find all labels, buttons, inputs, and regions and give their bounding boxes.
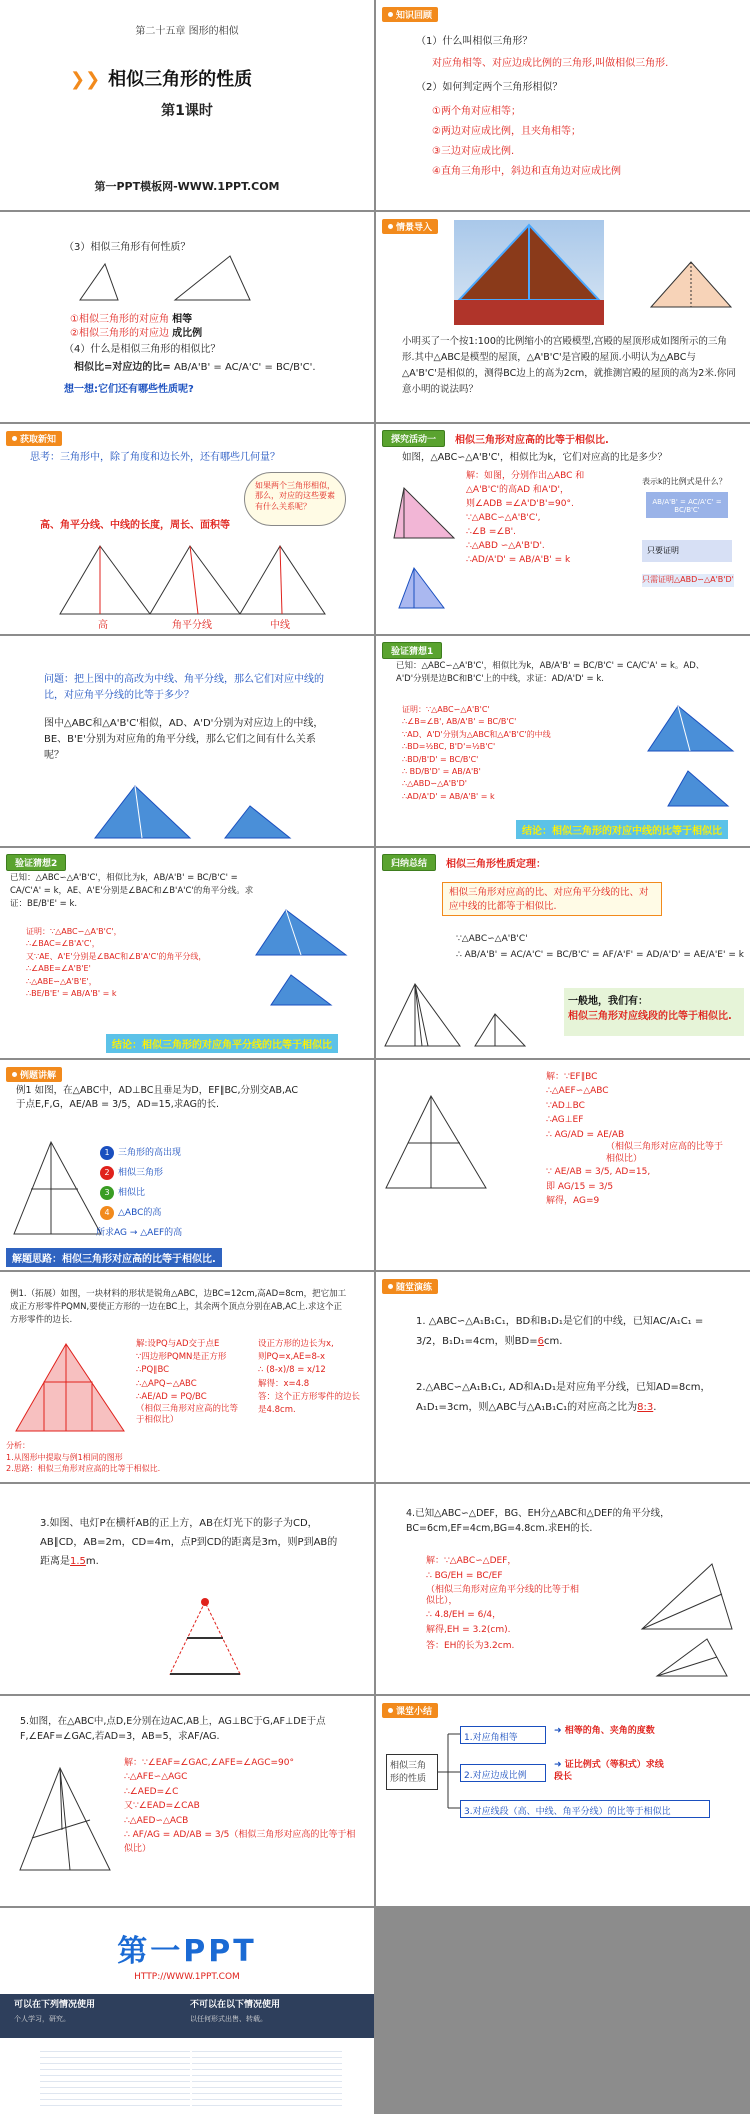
practice-5: 5.如图，在△ABC中,点D,E分别在边AC,AB上，AG⊥BC于G,AF⊥DE于点F,∠EAF=∠GAC,若AD=3，AB=5，求AF/AG. [20,1716,326,1743]
logo: 第一PPT [117,1934,257,1969]
slide-title [0,0,374,210]
slide-summary [376,1696,750,1906]
arrow-right-icon: ➜ [554,1726,565,1736]
conclusion: 结论：相似三角形的对应角平分线的比等于相似比 [106,1034,338,1053]
given: 已知：△ABC∽△A'B'C'，相似比为k，AB/A'B' = BC/B'C' = CA/C'A' = k。AD、A'D'分别是边BC和B'C'上的中线，求证：AD/A'D' = k. [396,661,705,684]
arrow-right-icon: ➜ [554,1760,565,1770]
label-median: 中线 [270,620,290,631]
generalization-rule: 相似三角形对应线段的比等于相似比. [568,1011,732,1022]
solution-part-1: 解:设PQ与AD交于点E ∵四边形PQMN是正方形 ∴PQ∥BC ∴△APQ∽△ABC ∴AE/AD = PQ/BC （相似三角形对应高的比等于相似比） [136,1339,239,1425]
slide-summary-theorem [376,848,750,1058]
hint-bar: 解题思路：相似三角形对应高的比等于相似比. [6,1248,222,1267]
lesson: 第1课时 [161,103,213,119]
section-header [6,1067,62,1082]
branch-3: 3.对应线段（高、中线、角平分线）的比等于相似比 [460,1800,710,1818]
solution: 解：∵EF∥BC ∴△AEF∽△ABC ∵AD⊥BC ∴AG⊥EF ∴ AG/AD = AE/AB （相似三角形对应高的比等于相似比） ∵ AE/AB = 3/5, AD=15, 即 AG/15 = 3/5 解得，AG=9 [546,1072,724,1207]
theorem-triangles-figure [380,974,530,1054]
inquiry-title: 相似三角形对应高的比等于相似比. [455,435,609,446]
property-angles: ①相似三角形的对应角 相等 [70,314,193,325]
practice-3: 3.如图、电灯P在横杆AB的正上方，AB在灯光下的影子为CD，AB∥CD，AB=2m，CD=4m，点P到CD的距离是3m，则P到AB的距离是1.5m. [40,1518,338,1567]
section-tag: 随堂演练 [382,1279,438,1294]
problem: 问题：把上图中的高改为中线、角平分线，那么它们对应中线的比，对应角平分线的比等于多少？ [44,674,324,701]
question-3: （3）相似三角形有何性质？ [64,242,191,253]
practice-2: 2.△ABC∽△A₁B₁C₁, AD和A₁D₁是对应角平分线，已知AD=8cm，A₁D₁=3cm，则△ABC与△A₁B₁C₁的对应高之比为8:3. [416,1382,711,1413]
usage-allowed: 可以在下列情况使用 [14,2000,96,2010]
median-triangles-figure [638,696,748,826]
section-header [382,1279,438,1294]
slide-question [0,636,374,846]
logo-url: HTTP://WWW.1PPT.COM [134,1972,240,1982]
usage-forbidden-detail: 以任何形式出售、转载。 [190,2015,267,2023]
side-hint-3: 只需证明△ABD∽△A'B'D' [642,574,734,587]
double-chevron-icon: ❯❯ [70,69,101,90]
property-sides: ②相似三角形的对应边 成比例 [70,328,203,339]
section-header [382,7,438,22]
section-tag: 课堂小结 [382,1703,438,1718]
proof: 证明：∵△ABC∽△A'B'C'， ∴∠BAC=∠B'A'C'， 又∵AE、A'E'分别是∠BAC和∠B'A'C'的角平分线， ∴∠ABE=∠A'B'E' ∴△ABE∽△A'B'E'， ∴BE/B'E' = AB/A'B' = k [26,927,207,998]
question-1: （1）什么叫相似三角形？ [416,36,533,47]
hint-item-3: 3 相似比 [100,1186,145,1200]
slide-practice-5 [0,1696,374,1906]
section-tag: 获取新知 [6,431,62,446]
slide-example [0,1060,374,1270]
example-triangle-figure [6,1134,106,1244]
section-header [6,855,66,870]
hint-item-4: 4 △ABC的高 [100,1206,161,1220]
solution: 解：∵∠EAF=∠GAC,∠AFE=∠AGC=90° ∴△AFE∽△AGC ∴∠AED=∠C 又∵∠EAD=∠CAB ∴△AED∽△ACB ∴ AF/AG = AD/AB = 3/5（相似三角形对应高的比等于相似比） [124,1758,356,1855]
formula-ratios: ∴ AB/A'B' = AC/A'C' = BC/B'C' = AF/A'F' = AD/A'D' = AE/A'E' = k [456,950,744,960]
section-header [382,855,546,870]
slide-ending [0,1908,374,2114]
section-header [382,219,438,234]
usage-allowed-detail: 个人学习，研究。 [14,2015,70,2023]
section-tag: 探究活动一 [382,430,445,447]
solution: 解：如图，分别作出△ABC 和 △A'B'C'的高AD 和A'D'， 则∠ADB =∠A'D'B'=90°. ∵△ABC∽△A'B'C', ∴∠B =∠B'. ∴△ABD ∽△A'B'D'. ∴AD/A'D' = AB/A'B' = k [466,471,585,565]
solution: 解：∵△ABC∽△DEF， ∴ BG/EH = BC/EF （相似三角形对应角平分线的比等于相似比）， ∴ 4.8/EH = 6/4， 解得,EH = 3.2(cm). 答：EH的长为3.2cm. [426,1556,580,1651]
criterion-3: ③三边对应成比例. [432,146,515,157]
slide-review [376,0,750,210]
roof-triangle-figure [646,252,736,312]
solution-triangle-figure [376,1088,496,1198]
slide-scenario [376,212,750,422]
k-expression-box: AB/A'B' = AC/A'C' = BC/B'C' [646,492,728,518]
problem-body: 图中△ABC和△A'B'C'相似，AD、A'D'分别为对应边上的中线，BE、B'E'分别为对应角的角平分线，那么它们之间有什么关系呢？ [44,718,324,761]
slide-practice [376,1272,750,1482]
branch-1: 1.对应角相等 [460,1726,546,1744]
branch-2: 2.对应边成比例 [460,1764,546,1782]
section-tag: 归纳总结 [382,854,436,871]
criterion-4: ④直角三角形中，斜边和直角边对应成比例 [432,166,621,177]
bisector-practice-figure [632,1554,742,1684]
analysis: 分析： 1.从图形中提取与例1相同的图形 2.思路：相似三角形对应高的比等于相似比. [6,1441,161,1474]
mindmap-root: 相似三角形的性质 [386,1754,438,1790]
criterion-1: ①两个角对应相等； [432,106,521,117]
side-hint-1: 表示k的比例式是什么？ [642,477,727,486]
answer-1: 对应角相等、对应边成比例的三角形,叫做相似三角形. [432,58,669,69]
bisector-triangles-figure [246,900,366,1010]
slide-verify-1 [376,636,750,846]
criterion-2: ②两边对应成比例，且夹角相等； [432,126,581,137]
example-text: 例1 如图，在△ABC中，AD⊥BC且垂足为D，EF∥BC,分别交AB,AC于点E,F,G，AE/AB = 3/5，AD=15,求AG的长. [16,1085,298,1111]
section-header [382,431,609,446]
solution-part-2: 设正方形的边长为x, 则PQ=x,AE=8-x ∴ (8-x)/8 = x/12 解得：x=4.8 答：这个正方形零件的边长是4.8cm. [258,1339,361,1415]
page-title: ❯❯ 相似三角形的性质 [70,69,253,90]
question-4: （4）什么是相似三角形的相似比？ [64,344,221,355]
label-bisector: 角平分线 [172,620,212,631]
think-question: 思考：三角形中，除了角度和边长外，还有哪些几何量？ [30,452,280,463]
triangle-median-figure [0,776,374,846]
section-tag: 例题讲解 [6,1067,62,1082]
slide-new-knowledge [0,424,374,634]
hint-item-1: 1 三角形的高出现 [100,1146,181,1160]
link-list-right [192,2046,342,2108]
section-header [382,643,442,658]
section-header [382,1703,438,1718]
step-2-badge: 2 [100,1166,114,1180]
slide-example-solution [376,1060,750,1270]
practice-1: 1. △ABC∽△A₁B₁C₁，BD和B₁D₁是它们的中线，已知AC/A₁C₁ = 3/2，B₁D₁=4cm，则BD=6cm. [416,1316,704,1347]
given: 已知：△ABC∽△A'B'C'，相似比为k，AB/A'B' = BC/B'C' = CA/C'A' = k，AE、A'E'分别是∠BAC和∠B'A'C'的角平分线。求证：BE/B'E' = k. [10,873,254,909]
think-prompt: 想一想:它们还有哪些性质呢? [64,384,194,395]
conclusion: 结论：相似三角形的对应中线的比等于相似比 [516,820,728,839]
slide-inquiry-1 [376,424,750,634]
section-tag: 验证猜想1 [382,642,442,659]
lamp-figure [150,1594,260,1684]
practice-4: 4.已知△ABC∽△DEF，BG、EH分△ABC和△DEF的角平分线，BC=6cm,EF=4cm,BG=4.8cm.求EH的长. [406,1508,670,1535]
section-header [6,431,62,446]
altitude-practice-figure [10,1760,120,1880]
hint-item-2: 2 相似三角形 [100,1166,163,1180]
question-2: （2）如何判定两个三角形相似？ [416,82,563,93]
branch-1-detail: ➜ 相等的角、夹角的度数 [554,1726,655,1736]
usage-forbidden: 不可以在以下情况使用 [190,2000,281,2010]
site-label: 第一PPT模板网-WWW.1PPT.COM [94,180,280,193]
thought-cloud: 如果两个三角形相似，那么，对应的这些要素有什么关系呢？ [244,472,346,526]
step-3-badge: 3 [100,1186,114,1200]
formula-given: ∵△ABC∽△A'B'C' [456,934,528,944]
slide-extension [0,1272,374,1482]
label-height: 高 [98,620,108,631]
palace-photo [454,220,604,325]
link-list-left [40,2046,190,2108]
triangle-heights-figure [384,468,464,618]
slide-verify-2 [0,848,374,1058]
proof: 证明：∵△ABC∽△A'B'C' ∴∠B=∠B', AB/A'B' = BC/B'C' ∵AD、A'D'分别为△ABC和△A'B'C'的中线 ∴BD=½BC, B'D'=½B'C' ∴BD/B'D' = BC/B'C' ∴ BD/B'D' = AB/A'B' ∴△ABD∽△A'B'D' ∴AD/A'D' = AB/A'B' = k [402,705,551,801]
step-4-badge: 4 [100,1206,114,1220]
theorem-title: 相似三角形性质定理： [446,859,547,870]
scenario-text: 小明买了一个按1:100的比例缩小的宫殿模型,宫殿的屋顶形成如图所示的三角形.其中△ABC是模型的屋顶，△A'B'C'是宫殿的屋顶.小明认为△ABC与△A'B'C'是相似的，测得BC边上的高为2cm，就推测宫殿的屋顶的高为2米.你同意小明的说法吗？ [402,336,736,396]
ratio-definition: 相似比=对应边的比= AB/A'B' = AC/A'C' = BC/B'C'. [74,362,316,373]
chapter: 第二十五章 图形的相似 [135,26,239,37]
section-tag: 验证猜想2 [6,854,66,871]
usage-banner [0,1994,374,2038]
section-tag: 情景导入 [382,219,438,234]
step-1-badge: 1 [100,1146,114,1160]
slide-practice-4 [376,1484,750,1694]
square-in-triangle-figure [6,1336,136,1446]
generalization-box [564,988,744,1036]
inquiry-question: 如图，△ABC∽△A'B'C'，相似比为k，它们对应高的比是多少？ [402,452,668,463]
prove-box: 只要证明 [642,540,732,562]
palace-roof-icon [454,220,604,325]
section-tag: 知识回顾 [382,7,438,22]
slide-practice-3 [0,1484,374,1694]
generalization-lead: 一般地，我们有： [568,996,648,1007]
geometric-quantities: 高、角平分线、中线的长度，周长、面积等 [40,520,230,531]
hint-item-5: 所求AG → △AEF的高 [96,1228,183,1238]
slide-properties [0,212,374,422]
theorem-box: 相似三角形对应高的比、对应角平分线的比、对应中线的比都等于相似比. [442,882,662,916]
branch-2-detail: ➜ 证比例式（等积式）求线段长 [554,1760,664,1782]
extension-text: 例1.（拓展）如图，一块材料的形状是锐角△ABC，边BC=12cm,高AD=8cm，把它加工成正方形零件PQMN,要使正方形的一边在BC上，其余两个顶点分别在AB,AC上.求这个正方形零件的边长. [10,1289,347,1326]
